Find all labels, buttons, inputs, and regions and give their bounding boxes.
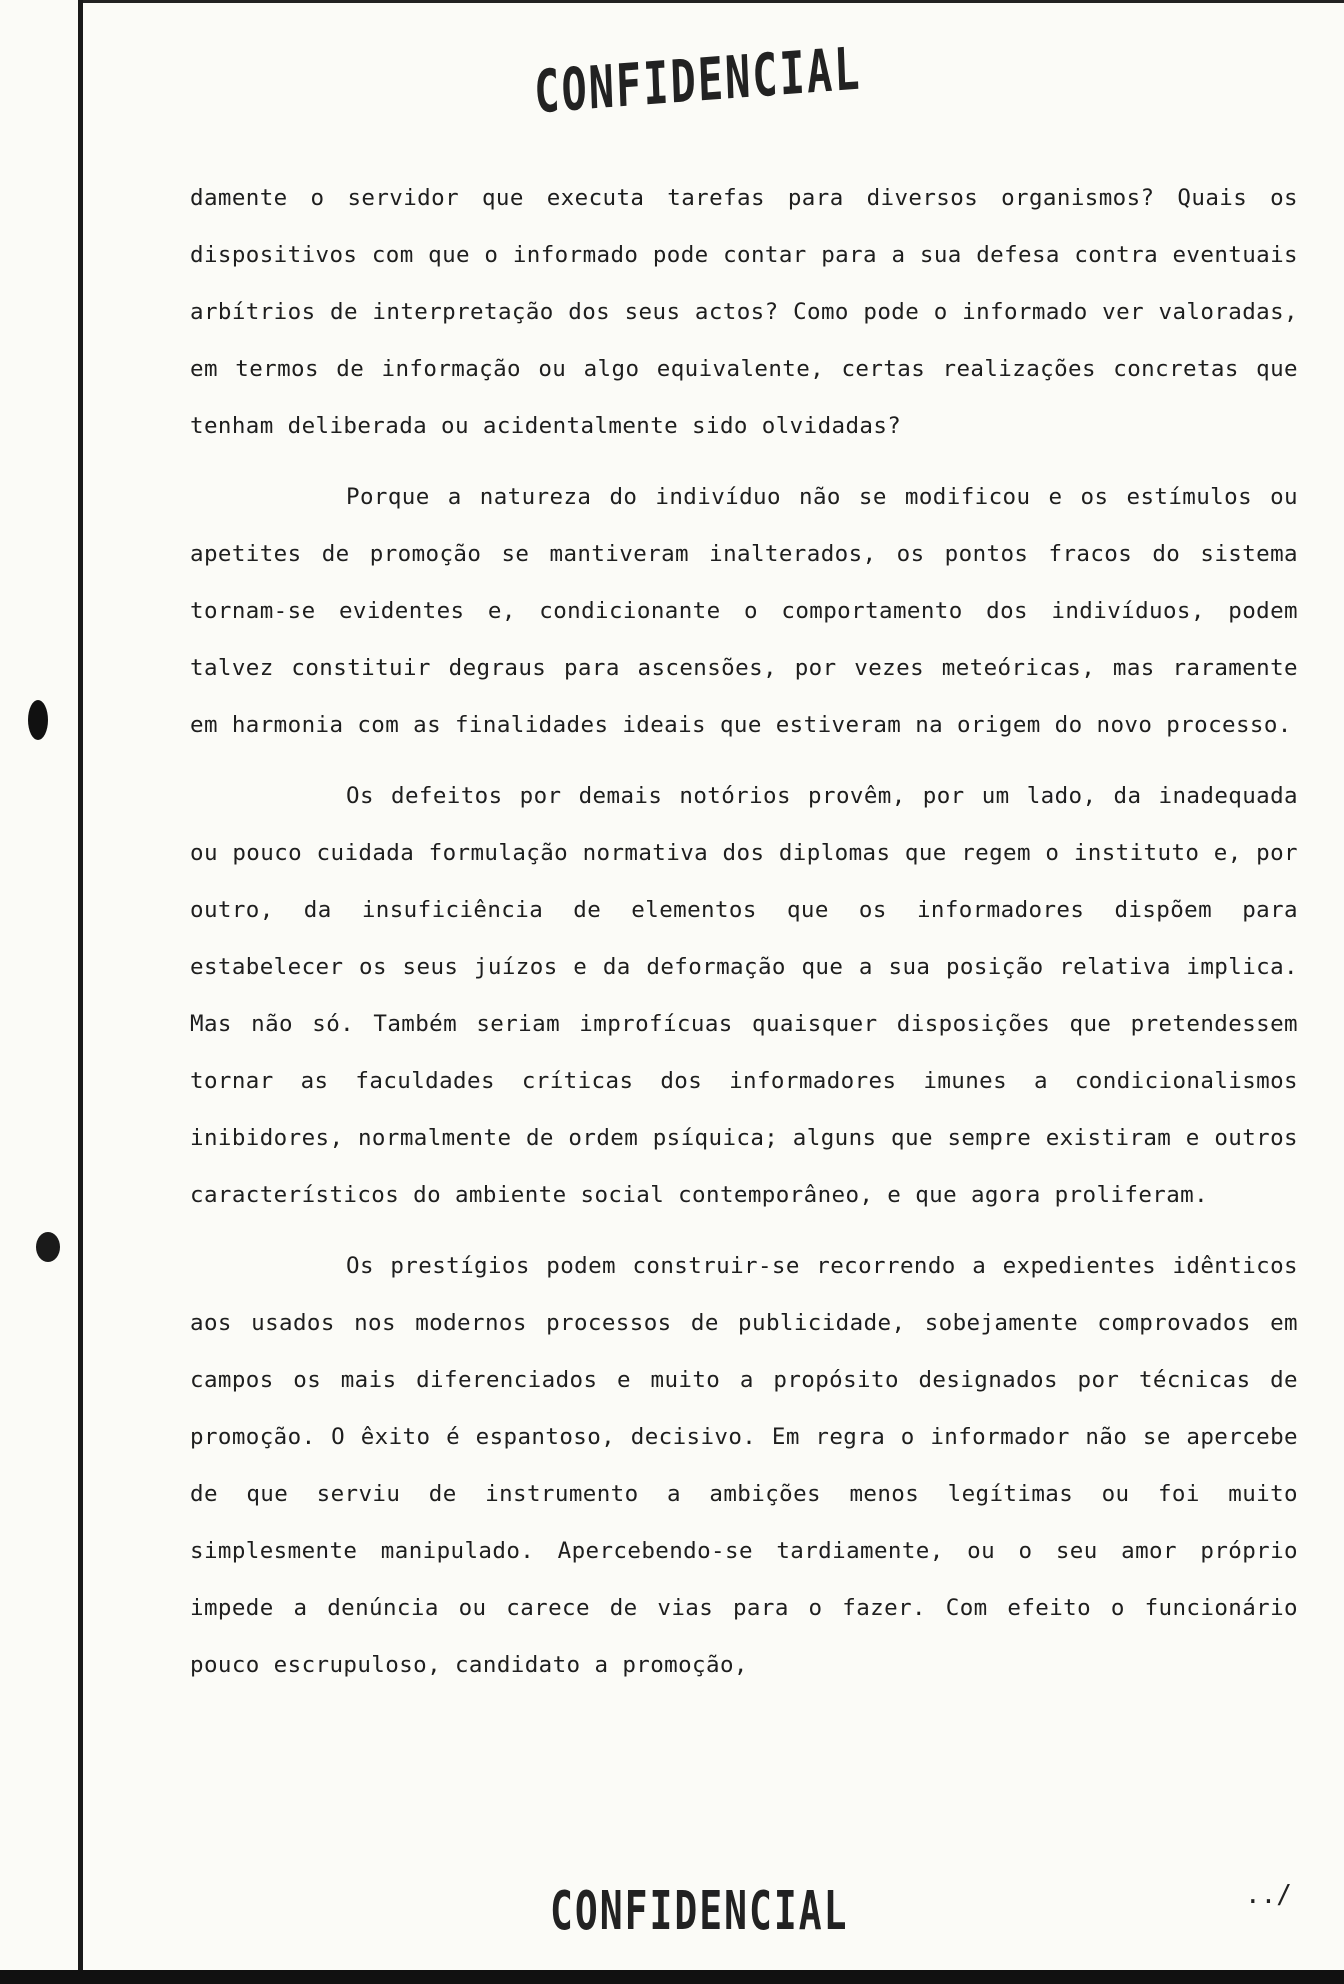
page-continuation-mark: ../: [1245, 1880, 1292, 1910]
paragraph-2: Porque a natureza do indivíduo não se modificou e os estímulos ou apetites de promoção se mantiveram inalterados, os pontos fracos do sistema tornam-se evidentes e, condicionante o comportamento dos indivíduos, podem talvez constituir degraus para ascensões, por vezes meteóricas, mas raramente em harmonia com as finalidades ideais que estiveram na origem do novo processo.: [190, 484, 1298, 738]
page-left-edge: [78, 0, 83, 1984]
paragraph-3: Os defeitos por demais notórios provêm, por um lado, da inadequada ou pouco cuidada formulação normativa dos diplomas que regem o instituto e, por outro, da insuficiência de elementos que os informadores dispõem para estabelecer os seus juízos e da deformação que a sua posição relativa implica. Mas não só. Também seriam improfícuas quaisquer disposições que pretendessem tornar as faculdades críticas dos informadores imunes a condicionalismos inibidores, normalmente de ordem psíquica; alguns que sempre existiram e outros característicos do ambiente social contemporâneo, e que agora proliferam.: [190, 783, 1298, 1208]
paragraph-4: Os prestígios podem construir-se recorrendo a expedientes idênticos aos usados nos modernos processos de publicidade, sobejamente comprovados em campos os mais diferenciados e muito a propósito designados por técnicas de promoção. O êxito é espantoso, decisivo. Em regra o informador não se apercebe de que serviu de instrumento a ambições menos legítimas ou foi muito simplesmente manipulado. Apercebendo-se tardiamente, ou o seu amor próprio impede a denúncia ou carece de vias para o fazer. Com efeito o funcionário pouco escrupuloso, candidato a promoção,: [190, 1253, 1298, 1678]
body-text: [190, 170, 1298, 1708]
paragraph-1: damente o servidor que executa tarefas para diversos organismos? Quais os dispositivos com que o informado pode contar para a sua defesa contra eventuais arbítrios de interpretação dos seus actos? Como pode o informado ver valoradas, em termos de informação ou algo equivalente, certas realizações concretas que tenham deliberada ou acidentalmente sido olvidadas?: [190, 185, 1298, 439]
confidential-stamp-top: CONFIDENCIAL: [533, 34, 863, 127]
confidential-stamp-bottom: CONFIDENCIAL: [550, 1880, 849, 1942]
ink-blot: [28, 700, 48, 740]
page-top-edge: [78, 0, 1344, 3]
page-bottom-edge: [0, 1970, 1344, 1984]
ink-blot: [36, 1232, 60, 1262]
